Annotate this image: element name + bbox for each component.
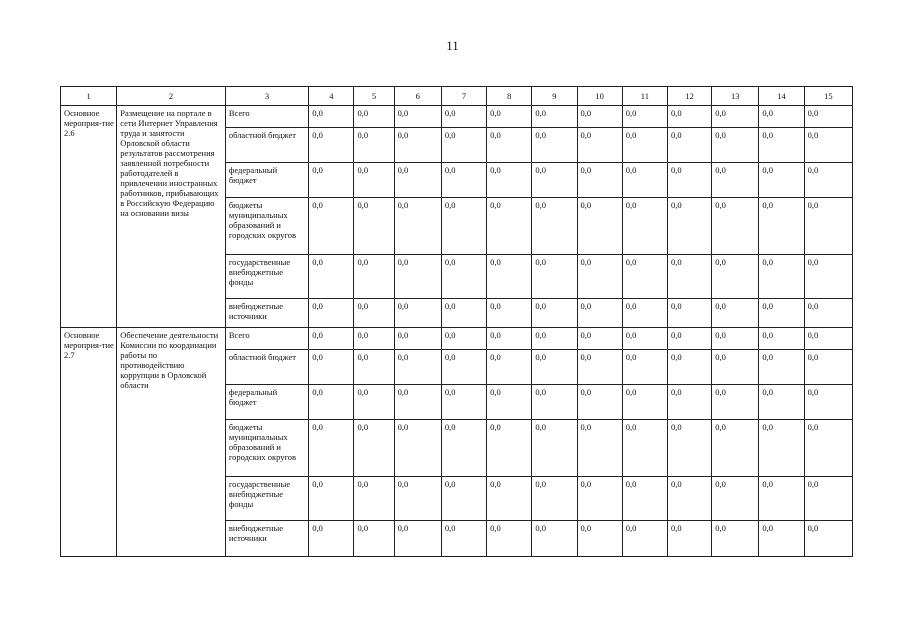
column-header: 12 [667,87,711,106]
value-cell: 0,0 [354,477,394,521]
value-cell: 0,0 [712,163,759,198]
value-cell: 0,0 [804,163,852,198]
value-cell: 0,0 [309,385,354,420]
value-cell: 0,0 [309,328,354,350]
value-cell: 0,0 [487,128,532,163]
value-cell: 0,0 [622,328,667,350]
value-cell: 0,0 [667,106,711,128]
value-cell: 0,0 [441,255,486,299]
value-cell: 0,0 [532,420,577,477]
funding-source-cell: государственные внебюджетные фонды [225,255,308,299]
value-cell: 0,0 [394,521,441,557]
value-cell: 0,0 [487,163,532,198]
value-cell: 0,0 [667,163,711,198]
column-header: 11 [622,87,667,106]
value-cell: 0,0 [441,350,486,385]
value-cell: 0,0 [577,385,622,420]
value-cell: 0,0 [577,477,622,521]
value-cell: 0,0 [309,420,354,477]
value-cell: 0,0 [667,477,711,521]
value-cell: 0,0 [487,299,532,328]
value-cell: 0,0 [667,328,711,350]
value-cell: 0,0 [532,255,577,299]
value-cell: 0,0 [759,521,804,557]
value-cell: 0,0 [309,128,354,163]
value-cell: 0,0 [394,128,441,163]
value-cell: 0,0 [532,163,577,198]
value-cell: 0,0 [667,420,711,477]
value-cell: 0,0 [759,106,804,128]
event-description-cell: Обеспечение деятельности Комиссии по координации работы по противодействию коррупции в Орловской области [117,328,226,557]
value-cell: 0,0 [532,477,577,521]
event-code-cell: Основное мероприя-тие 2.6 [61,106,117,328]
value-cell: 0,0 [667,255,711,299]
value-cell: 0,0 [577,350,622,385]
column-header: 13 [712,87,759,106]
value-cell: 0,0 [487,255,532,299]
value-cell: 0,0 [712,420,759,477]
value-cell: 0,0 [622,477,667,521]
value-cell: 0,0 [712,198,759,255]
value-cell: 0,0 [532,128,577,163]
value-cell: 0,0 [712,521,759,557]
value-cell: 0,0 [394,255,441,299]
value-cell: 0,0 [394,477,441,521]
value-cell: 0,0 [804,198,852,255]
column-header: 9 [532,87,577,106]
value-cell: 0,0 [804,477,852,521]
value-cell: 0,0 [712,299,759,328]
value-cell: 0,0 [622,198,667,255]
value-cell: 0,0 [394,385,441,420]
value-cell: 0,0 [667,128,711,163]
value-cell: 0,0 [804,350,852,385]
value-cell: 0,0 [532,198,577,255]
event-code-cell: Основное мероприя-тие 2.7 [61,328,117,557]
value-cell: 0,0 [487,198,532,255]
funding-source-cell: внебюджетные источники [225,299,308,328]
funding-source-cell: Всего [225,106,308,128]
value-cell: 0,0 [354,106,394,128]
value-cell: 0,0 [354,420,394,477]
value-cell: 0,0 [487,521,532,557]
value-cell: 0,0 [712,255,759,299]
value-cell: 0,0 [759,350,804,385]
value-cell: 0,0 [622,420,667,477]
table-row [61,106,853,128]
value-cell: 0,0 [487,420,532,477]
value-cell: 0,0 [712,350,759,385]
page-number: 11 [446,38,459,53]
funding-source-cell: областной бюджет [225,128,308,163]
table-row [61,328,853,350]
value-cell: 0,0 [394,106,441,128]
column-header: 2 [117,87,226,106]
value-cell: 0,0 [759,385,804,420]
value-cell: 0,0 [712,328,759,350]
value-cell: 0,0 [577,328,622,350]
value-cell: 0,0 [577,420,622,477]
value-cell: 0,0 [354,163,394,198]
value-cell: 0,0 [394,420,441,477]
value-cell: 0,0 [441,299,486,328]
value-cell: 0,0 [759,255,804,299]
column-header: 6 [394,87,441,106]
value-cell: 0,0 [712,106,759,128]
value-cell: 0,0 [577,163,622,198]
funding-source-cell: государственные внебюджетные фонды [225,477,308,521]
column-header: 7 [441,87,486,106]
value-cell: 0,0 [622,521,667,557]
column-header: 14 [759,87,804,106]
value-cell: 0,0 [577,198,622,255]
column-header: 15 [804,87,852,106]
value-cell: 0,0 [441,521,486,557]
value-cell: 0,0 [441,477,486,521]
funding-source-cell: бюджеты муниципальных образований и городских округов [225,420,308,477]
value-cell: 0,0 [759,299,804,328]
value-cell: 0,0 [394,328,441,350]
value-cell: 0,0 [487,477,532,521]
value-cell: 0,0 [441,163,486,198]
value-cell: 0,0 [441,420,486,477]
value-cell: 0,0 [532,328,577,350]
value-cell: 0,0 [441,106,486,128]
value-cell: 0,0 [759,198,804,255]
value-cell: 0,0 [309,477,354,521]
value-cell: 0,0 [804,385,852,420]
value-cell: 0,0 [577,299,622,328]
event-description-cell: Размещение на портале в сети Интернет Управления труда и занятости Орловской области результатов рассмотрения заявленной потребности работодателей в привлечении иностранных работников, прибывающих в Российскую Федерацию на основании визы [117,106,226,328]
value-cell: 0,0 [759,128,804,163]
funding-source-cell: областной бюджет [225,350,308,385]
value-cell: 0,0 [622,255,667,299]
value-cell: 0,0 [667,299,711,328]
value-cell: 0,0 [394,198,441,255]
value-cell: 0,0 [354,128,394,163]
value-cell: 0,0 [309,106,354,128]
value-cell: 0,0 [487,106,532,128]
value-cell: 0,0 [622,106,667,128]
value-cell: 0,0 [712,128,759,163]
funding-source-cell: федеральный бюджет [225,385,308,420]
value-cell: 0,0 [394,350,441,385]
funding-source-cell: внебюджетные источники [225,521,308,557]
funding-source-cell: бюджеты муниципальных образований и городских округов [225,198,308,255]
value-cell: 0,0 [759,477,804,521]
value-cell: 0,0 [667,385,711,420]
value-cell: 0,0 [804,128,852,163]
value-cell: 0,0 [354,299,394,328]
value-cell: 0,0 [309,198,354,255]
value-cell: 0,0 [804,106,852,128]
value-cell: 0,0 [804,299,852,328]
value-cell: 0,0 [487,328,532,350]
column-header: 5 [354,87,394,106]
value-cell: 0,0 [487,350,532,385]
funding-source-cell: Всего [225,328,308,350]
value-cell: 0,0 [532,299,577,328]
value-cell: 0,0 [309,255,354,299]
column-header: 10 [577,87,622,106]
budget-table [60,86,853,557]
value-cell: 0,0 [577,255,622,299]
value-cell: 0,0 [667,198,711,255]
value-cell: 0,0 [487,385,532,420]
value-cell: 0,0 [309,299,354,328]
value-cell: 0,0 [354,385,394,420]
value-cell: 0,0 [532,350,577,385]
value-cell: 0,0 [441,198,486,255]
value-cell: 0,0 [577,521,622,557]
value-cell: 0,0 [667,521,711,557]
header-row [61,87,853,106]
value-cell: 0,0 [577,128,622,163]
value-cell: 0,0 [394,163,441,198]
value-cell: 0,0 [712,385,759,420]
value-cell: 0,0 [532,106,577,128]
funding-source-cell: федеральный бюджет [225,163,308,198]
column-header: 1 [61,87,117,106]
value-cell: 0,0 [622,163,667,198]
value-cell: 0,0 [532,521,577,557]
table-body [61,87,853,557]
value-cell: 0,0 [804,255,852,299]
value-cell: 0,0 [804,420,852,477]
column-header: 8 [487,87,532,106]
value-cell: 0,0 [309,350,354,385]
value-cell: 0,0 [309,163,354,198]
value-cell: 0,0 [441,385,486,420]
value-cell: 0,0 [622,128,667,163]
value-cell: 0,0 [712,477,759,521]
value-cell: 0,0 [441,328,486,350]
column-header: 3 [225,87,308,106]
value-cell: 0,0 [759,328,804,350]
value-cell: 0,0 [804,328,852,350]
value-cell: 0,0 [354,255,394,299]
value-cell: 0,0 [354,198,394,255]
value-cell: 0,0 [622,385,667,420]
value-cell: 0,0 [354,328,394,350]
value-cell: 0,0 [394,299,441,328]
value-cell: 0,0 [354,350,394,385]
value-cell: 0,0 [667,350,711,385]
column-header: 4 [309,87,354,106]
value-cell: 0,0 [441,128,486,163]
value-cell: 0,0 [577,106,622,128]
value-cell: 0,0 [804,521,852,557]
value-cell: 0,0 [354,521,394,557]
value-cell: 0,0 [532,385,577,420]
value-cell: 0,0 [309,521,354,557]
value-cell: 0,0 [622,299,667,328]
value-cell: 0,0 [759,163,804,198]
value-cell: 0,0 [622,350,667,385]
value-cell: 0,0 [759,420,804,477]
